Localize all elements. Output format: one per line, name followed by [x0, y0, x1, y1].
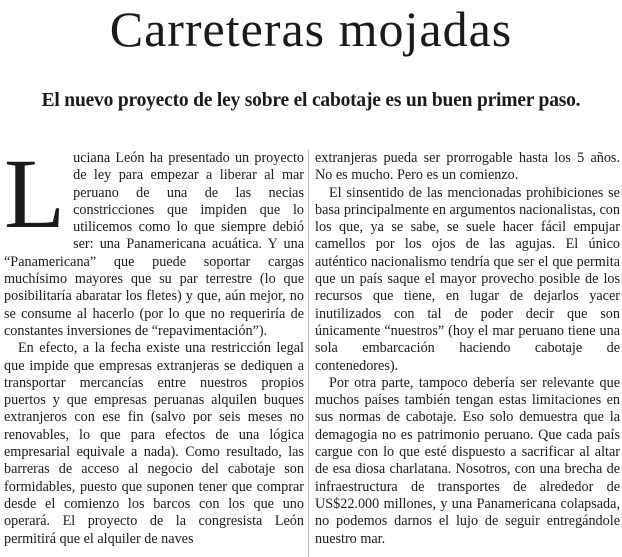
paragraph-4: Por otra parte, tampoco debería ser relevante que muchos países también tengan estas limitaciones en sus normas de cabotaje. Eso solo demuestra que la demagogia no es patrimonio peruano. Que cada país cargue con lo que esté dispuesto a sacrificar al altar de esa diosa charlatana. Nosotros, con una brecha de infraestructura de transportes de alrededor de US$22.000 millones, y una Panamericana colapsada, no podemos darnos el lujo de seguir entregándole nuestro mar. — [315, 374, 620, 547]
article-column-left — [4, 138, 304, 548]
headline: Carreteras mojadas — [109, 1, 513, 57]
paragraph-1 — [4, 138, 304, 340]
paragraph-3: El sinsentido de las mencionadas prohibiciones se basa principalmente en argumentos nacionalistas, con los que, ya se sabe, se suele hacer fácil empujar camellos por los ojos de las agujas. El único auténtico nacionalismo tendría que ser el que permita que un país saque el mayor provecho posible de los recursos que tiene, en lugar de dejarlos yacer inutilizados con tal de poder decir que son únicamente “nuestros” (hoy el mar peruano tiene una sola embarcación haciendo cabotaje de contenedores). — [315, 184, 620, 374]
subheadline: El nuevo proyecto de ley sobre el cabotaje es un buen primer paso. — [41, 90, 581, 111]
paragraph-2: En efecto, a la fecha existe una restricción legal que impide que empresas extranjeras se dediquen a transportar mercancías entre nuestros propios puertos y que empresas peruanas alquilen buques extranjeros con ese fin (salvo por seis meses no renovables, lo que para efectos de una lógica empresarial equivale a nada). Como resultado, las barreras de acceso al negocio del cabotaje son formidables, puesto que suponen tener que comprar desde el comienzo los barcos con los que uno operará. El proyecto de la congresista León permitirá que el alquiler de naves — [4, 340, 304, 547]
paragraph-1-text: uciana León ha presentado un proyecto de ley para empezar a liberar al mar peruano de una de las necias constricciones que impiden que lo utilicemos como lo que siempre debió ser: una Panamericana acuática. Y una “Panamericana” que puede soportar cargas muchísimo mayores que su par terrestre (lo que posibilitaría abaratar los fletes) y que, aún mejor, no se consume al hacerlo (por lo que no requeriría de constantes inversiones de “repavimentación”). — [4, 150, 304, 339]
drop-cap: L — [4, 138, 66, 249]
column-divider — [308, 150, 309, 557]
article-column-right — [315, 150, 620, 548]
paragraph-2-continued: extranjeras pueda ser prorrogable hasta los 5 años. No es mucho. Pero es un comienzo. — [315, 150, 620, 184]
